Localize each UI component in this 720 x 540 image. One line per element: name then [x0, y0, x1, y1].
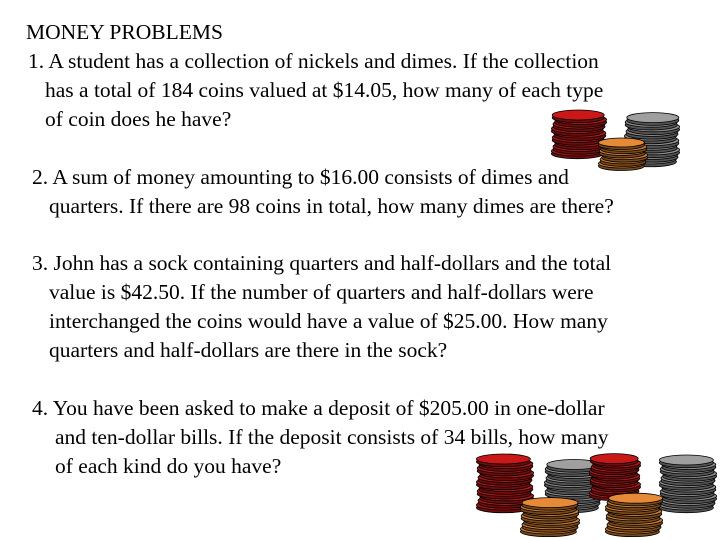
problem-1	[28, 47, 603, 134]
problem-2	[32, 163, 614, 221]
copper-coin-stack-icon	[605, 493, 662, 536]
red-coin-stack-icon	[551, 110, 606, 159]
problem-4-line-2: and ten-dollar bills. If the deposit consists of 34 bills, how many	[55, 425, 609, 449]
copper-coin-stack-icon	[520, 498, 579, 537]
problem-1-line-1: 1. A student has a collection of nickels and dimes. If the collection	[28, 49, 599, 73]
coin-stacks-bottom-icon	[470, 452, 720, 540]
problem-1-line-3: of coin does he have?	[45, 107, 232, 131]
problem-3-line-4: quarters and half-dollars are there in the sock?	[49, 338, 448, 362]
page-title: MONEY PROBLEMS	[26, 20, 223, 44]
problem-2-line-1: 2. A sum of money amounting to $16.00 consists of dimes and	[32, 165, 569, 189]
gray-coin-stack-icon	[659, 455, 716, 513]
problem-3-line-2: value is $42.50. If the number of quarters and half-dollars were	[49, 280, 594, 304]
problem-2-line-2: quarters. If there are 98 coins in total, how many dimes are there?	[49, 194, 614, 218]
copper-coin-stack-icon	[598, 138, 647, 171]
problem-4-line-3: of each kind do you have?	[55, 454, 282, 478]
problem-3-line-1: 3. John has a sock containing quarters and half-dollars and the total	[32, 251, 612, 275]
coin-stacks-top-icon	[548, 106, 683, 174]
problem-3	[32, 249, 611, 365]
problem-3-line-3: interchanged the coins would have a value of $25.00. How many	[49, 309, 608, 333]
problem-1-line-2: has a total of 184 coins valued at $14.05, how many of each type	[45, 78, 604, 102]
problem-4-line-1: 4. You have been asked to make a deposit of $205.00 in one-dollar	[32, 396, 605, 420]
